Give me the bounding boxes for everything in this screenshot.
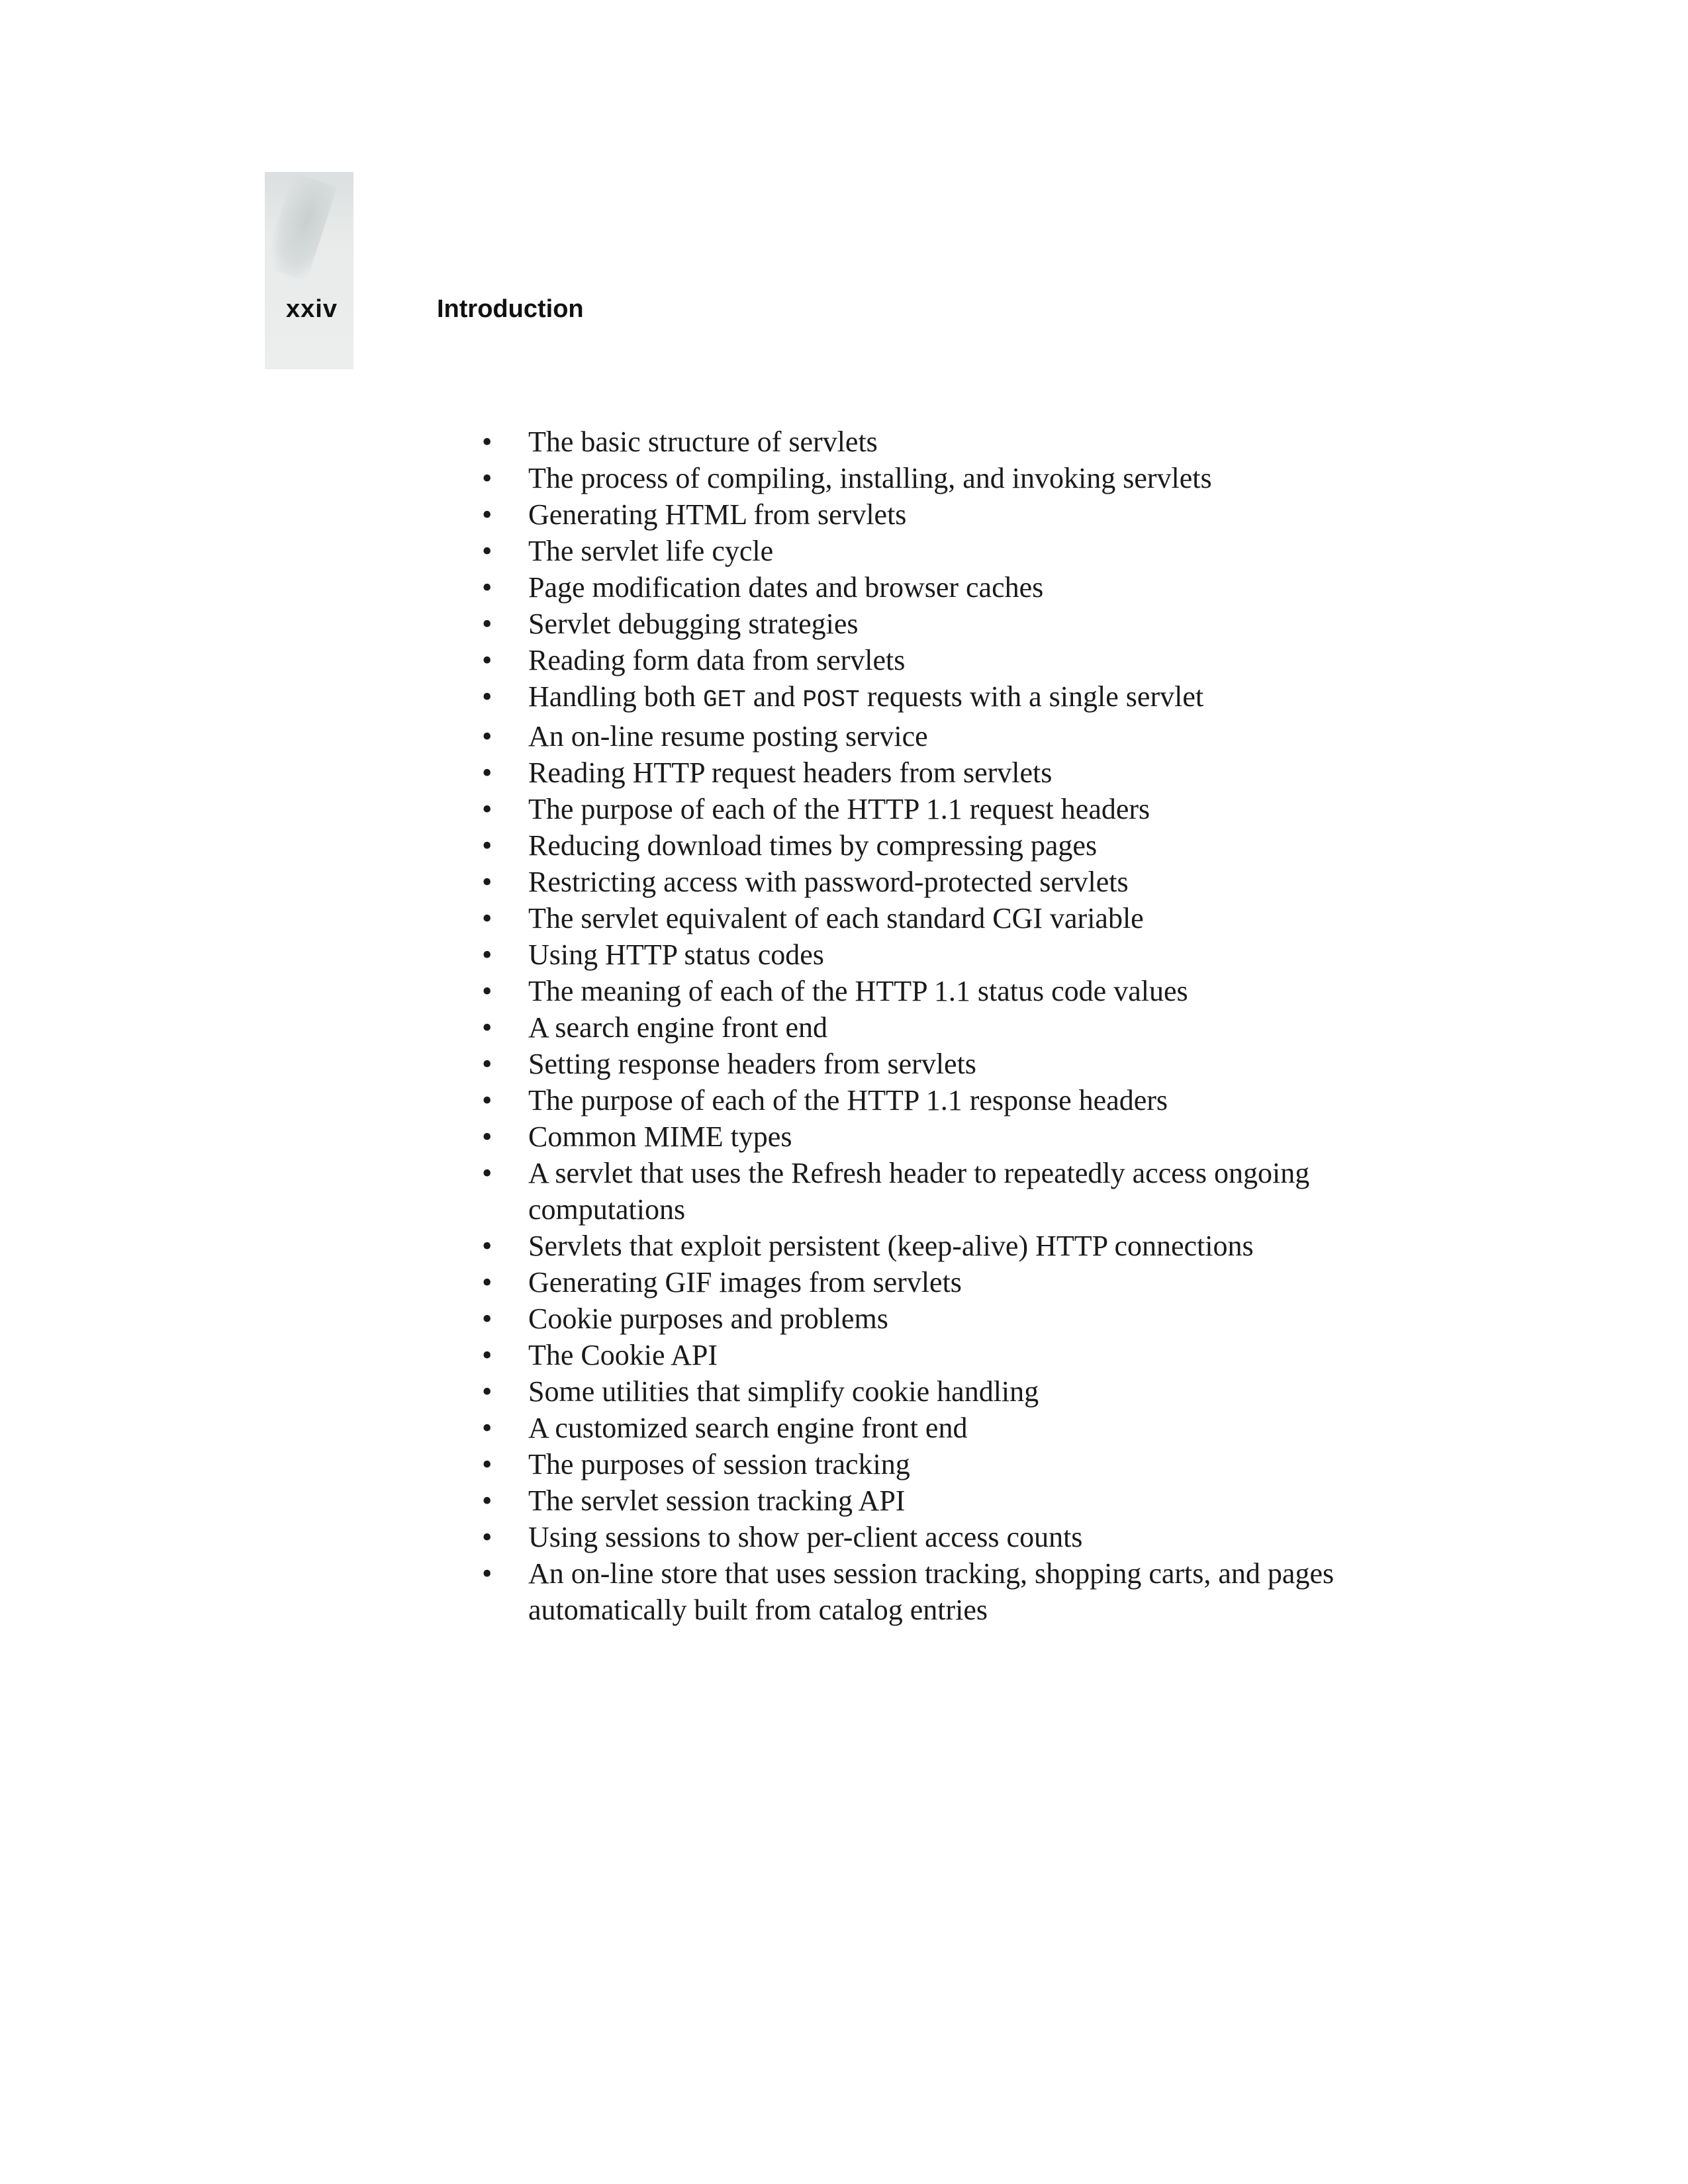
list-item (477, 1228, 1337, 1264)
text-fragment: requests with a single servlet (859, 680, 1204, 713)
list-item (477, 827, 1337, 864)
bullet-icon: • (482, 902, 492, 934)
list-item (477, 1264, 1337, 1300)
list-item (477, 678, 1337, 718)
bullet-icon: • (482, 608, 492, 640)
list-item-text: Reading HTTP request headers from servlets (528, 756, 1053, 789)
list-item-text: Restricting access with password-protected servlets (528, 866, 1129, 898)
bullet-icon: • (482, 498, 492, 531)
bullet-icon: • (482, 644, 492, 676)
list-item (477, 1118, 1337, 1155)
list-item-text: Servlets that exploit persistent (keep-alive) HTTP connections (528, 1230, 1254, 1262)
bullet-icon: • (482, 938, 492, 971)
list-item (477, 1300, 1337, 1337)
list-item-text: The servlet session tracking API (528, 1484, 906, 1517)
list-item (477, 754, 1337, 791)
list-item (477, 791, 1337, 827)
list-item (477, 642, 1337, 678)
bullet-icon: • (482, 1448, 492, 1480)
list-item-text: The servlet life cycle (528, 535, 774, 567)
list-item-text: The purpose of each of the HTTP 1.1 response headers (528, 1084, 1168, 1116)
list-item (477, 1337, 1337, 1373)
list-item-text: Generating HTML from servlets (528, 498, 907, 531)
bullet-icon: • (482, 975, 492, 1007)
list-item-text: Servlet debugging strategies (528, 608, 859, 640)
bullet-icon: • (482, 535, 492, 567)
list-item (477, 1082, 1337, 1118)
list-item (477, 864, 1337, 900)
list-item-text: Cookie purposes and problems (528, 1302, 888, 1335)
list-item (477, 606, 1337, 642)
list-item-text: Reducing download times by compressing pages (528, 829, 1098, 862)
bullet-icon: • (482, 1084, 492, 1116)
list-item-text: Some utilities that simplify cookie handling (528, 1375, 1039, 1408)
bullet-icon: • (482, 1375, 492, 1408)
bullet-icon: • (482, 1339, 492, 1371)
bullet-icon: • (482, 1484, 492, 1517)
list-item (477, 1446, 1337, 1482)
list-item-text: An on-line store that uses session tracking, shopping carts, and pages automatically built from catalog entries (528, 1557, 1335, 1626)
bullet-icon: • (482, 1011, 492, 1044)
bullet-icon: • (482, 1157, 492, 1189)
list-item-text: The purpose of each of the HTTP 1.1 request headers (528, 793, 1150, 825)
list-item (477, 900, 1337, 936)
list-item-text: The basic structure of servlets (528, 426, 878, 458)
list-item-text: Common MIME types (528, 1120, 792, 1153)
list-item-text: Page modification dates and browser caches (528, 571, 1044, 604)
list-item-text: Setting response headers from servlets (528, 1048, 976, 1080)
list-item-text: Using sessions to show per-client access counts (528, 1521, 1083, 1553)
topic-list (477, 424, 1337, 1628)
list-item (477, 533, 1337, 569)
inline-code: POST (802, 686, 860, 713)
list-item (477, 936, 1337, 973)
text-fragment: and (745, 680, 803, 713)
list-item (477, 1009, 1337, 1046)
page-tab-decoration (265, 172, 353, 369)
list-item-text: An on-line resume posting service (528, 720, 928, 752)
bullet-icon: • (482, 1120, 492, 1153)
list-item (477, 1410, 1337, 1446)
list-item (477, 973, 1337, 1009)
bullet-icon: • (482, 1230, 492, 1262)
bullet-icon: • (482, 866, 492, 898)
bullet-icon: • (482, 1557, 492, 1590)
inline-code: GET (702, 686, 746, 713)
bullet-icon: • (482, 1412, 492, 1444)
bullet-icon: • (482, 426, 492, 458)
list-item-text: A servlet that uses the Refresh header to repeatedly access ongoing computations (528, 1157, 1310, 1226)
list-item (477, 1555, 1337, 1628)
list-item-text: A customized search engine front end (528, 1412, 968, 1444)
list-item-text: Reading form data from servlets (528, 644, 906, 676)
bullet-icon: • (482, 1521, 492, 1553)
bullet-icon: • (482, 1266, 492, 1298)
list-item (477, 1482, 1337, 1519)
bullet-icon: • (482, 756, 492, 789)
list-item-text (528, 680, 1203, 713)
list-item-text: A search engine front end (528, 1011, 828, 1044)
bullet-icon: • (482, 829, 492, 862)
bullet-icon: • (482, 1048, 492, 1080)
list-item (477, 1155, 1337, 1228)
list-item-text: The servlet equivalent of each standard CGI variable (528, 902, 1144, 934)
list-item (477, 1519, 1337, 1555)
list-item-text: The meaning of each of the HTTP 1.1 status code values (528, 975, 1188, 1007)
bullet-icon: • (482, 571, 492, 604)
list-item-text: Generating GIF images from servlets (528, 1266, 962, 1298)
list-item (477, 1046, 1337, 1082)
list-item (477, 1373, 1337, 1410)
bullet-icon: • (482, 1302, 492, 1335)
bullet-icon: • (482, 462, 492, 494)
list-item-text: The process of compiling, installing, and invoking servlets (528, 462, 1212, 494)
list-item (477, 496, 1337, 533)
running-title: Introduction (437, 295, 584, 323)
bullet-icon: • (482, 720, 492, 752)
text-fragment: Handling both (528, 680, 703, 713)
bullet-icon: • (482, 793, 492, 825)
bullet-icon: • (482, 680, 492, 713)
page-number: xxiv (286, 295, 338, 323)
list-item-text: Using HTTP status codes (528, 938, 824, 971)
list-item-text: The purposes of session tracking (528, 1448, 910, 1480)
tab-smudge (265, 173, 337, 281)
list-item (477, 569, 1337, 606)
list-item-text: The Cookie API (528, 1339, 718, 1371)
list-item (477, 424, 1337, 460)
list-item (477, 460, 1337, 496)
list-item (477, 718, 1337, 754)
